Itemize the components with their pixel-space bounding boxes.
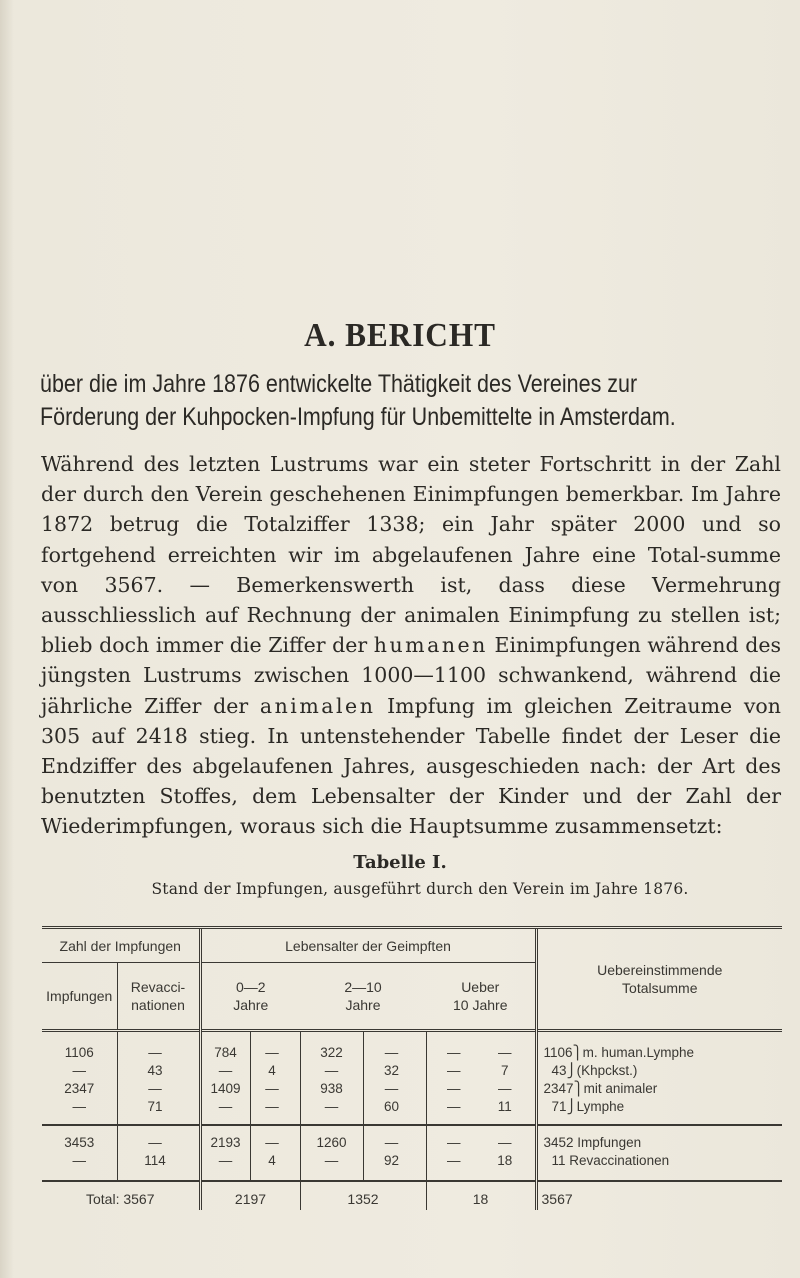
note-line: 1106⎫m. human.Lymphe — [543, 1045, 694, 1060]
subtitle-line-1: über die im Jahre 1876 entwickelte Thätigkeit des Vereines zur — [40, 370, 638, 398]
block2-age3-left — [426, 1125, 481, 1181]
vaccination-table — [42, 926, 782, 1210]
table-caption: Stand der Impfungen, ausgeführt durch den Verein im Jahre 1876. — [151, 880, 689, 898]
header-lebensalter: Lebensalter der Geimpften — [200, 928, 536, 963]
table-cell: — — [265, 1099, 279, 1114]
table-cell: — — [447, 1063, 461, 1078]
table-cell: 784 — [214, 1045, 237, 1060]
table-cell: — — [447, 1045, 461, 1060]
total-sum: 3567 — [536, 1181, 782, 1210]
header-zahl: Zahl der Impfungen — [42, 928, 200, 963]
table-cell: — — [265, 1045, 279, 1060]
note-line: 71⎭Lymphe — [551, 1099, 625, 1114]
table-cell: 32 — [383, 1063, 400, 1078]
block1-age1-right — [250, 1031, 300, 1126]
body-text-part-2: Einimpfungen während des jüngsten Lustrums zwischen 1000—1100 schwankend, während die jährliche Ziffer der — [41, 633, 781, 718]
table-cell: 92 — [383, 1153, 400, 1168]
block1-age3-left — [426, 1031, 481, 1126]
table-cell: — — [324, 1099, 339, 1114]
block1-revaccinationen — [117, 1031, 200, 1126]
page-subtitle — [40, 368, 780, 434]
table-cell: — — [498, 1135, 512, 1150]
table-cell: — — [218, 1099, 233, 1114]
table-cell: — — [265, 1135, 279, 1150]
block2-age1-left — [200, 1125, 250, 1181]
body-emphasis-animalen: animalen — [259, 693, 376, 718]
table-cell: — — [324, 1063, 339, 1078]
header-impfungen: Impfungen — [46, 988, 113, 1004]
header-totalsumme — [536, 928, 782, 1031]
total-age3: 18 — [426, 1181, 536, 1210]
table-cell: — — [324, 1153, 339, 1168]
table-cell: 938 — [320, 1081, 343, 1096]
table-title: Tabelle I. — [353, 852, 447, 873]
table-cell: — — [218, 1153, 233, 1168]
block1-impfungen — [42, 1031, 117, 1126]
header-revacci-line-1: Revacci- — [130, 979, 186, 995]
table-cell: 71 — [147, 1099, 163, 1114]
table-cell: — — [72, 1063, 86, 1078]
body-emphasis-humanen: humanen — [373, 633, 488, 658]
table-cell: — — [72, 1099, 86, 1114]
table-cell: 4 — [268, 1063, 276, 1078]
table-cell: — — [498, 1081, 512, 1096]
body-text-part-1: Während des letzten Lustrums war ein steter Fortschritt in der Zahl der durch den Verein geschehenen Einimpfungen bemerkbar. Im Jahre 1872 betrug die Totalziffer 1338; ein Jahr später 2000 und so fortgehend erreichten wir im abgelaufenen Jahre eine Total-summe von 3567. — Bemerkenswerth ist, dass diese Vermehrung ausschliesslich auf Rechnung der animalen Einimpfung zu stellen ist; blieb doch immer die Ziffer der — [41, 452, 781, 658]
table-cell: — — [384, 1081, 399, 1096]
table-cell: 322 — [320, 1045, 343, 1060]
table-cell: 1409 — [210, 1081, 241, 1096]
header-age-2-10 — [300, 963, 426, 1031]
header-age-over-10-line-1: Ueber — [461, 979, 500, 995]
table-cell: — — [148, 1135, 162, 1150]
note-line: 3452 Impfungen — [543, 1135, 642, 1150]
table-cell: — — [218, 1063, 233, 1078]
block2-age2-right — [363, 1125, 426, 1181]
header-totalsumme-line-2: Totalsumme — [622, 980, 698, 996]
table-cell: — — [265, 1081, 279, 1096]
block2-age3-right — [481, 1125, 536, 1181]
header-totalsumme-line-1: Uebereinstimmende — [597, 962, 723, 978]
table-cell: 43 — [147, 1063, 163, 1078]
table-cell: 114 — [144, 1153, 166, 1168]
table-cell: 1106 — [64, 1045, 94, 1060]
header-revaccinationen — [117, 963, 200, 1031]
table-cell: — — [447, 1153, 461, 1168]
table-cell: 2193 — [210, 1135, 241, 1150]
block2-impfungen — [42, 1125, 117, 1181]
total-label: Total: 3567 — [42, 1181, 200, 1210]
subtitle-line-2: Förderung der Kuhpocken-Impfung für Unbemittelte in Amsterdam. — [40, 403, 676, 431]
header-age-0-2-line-1: 0—2 — [235, 979, 266, 995]
table-cell: — — [384, 1135, 399, 1150]
table-cell: — — [148, 1081, 162, 1096]
header-age-2-10-line-1: 2—10 — [344, 979, 382, 995]
table-cell: 11 — [497, 1099, 512, 1114]
block1-notes — [536, 1031, 782, 1126]
body-text-part-3: Impfung im gleichen Zeitraume von 305 auf 2418 stieg. In untenstehender Tabelle findet der Leser die Endziffer des abgelaufenen Jahres, ausgeschieden nach: der Art des benutzten Stoffes, dem Lebensalter der Kinder und der Zahl der Wiederimpfungen, woraus sich die Hauptsumme zusammensetzt: — [41, 693, 781, 839]
table-cell: — — [72, 1153, 86, 1168]
block1-age2-left — [300, 1031, 363, 1126]
note-line: 43⎭(Khpckst.) — [551, 1063, 638, 1078]
total-age1: 2197 — [200, 1181, 300, 1210]
table-cell: 18 — [497, 1153, 513, 1168]
block2-revaccinationen — [117, 1125, 200, 1181]
note-line: 11 Revaccinationen — [551, 1153, 670, 1168]
table-cell: — — [148, 1045, 162, 1060]
table-cell: — — [447, 1135, 461, 1150]
header-age-over-10 — [426, 963, 536, 1031]
page-title: A. BERICHT — [304, 317, 496, 354]
header-age-2-10-line-2: Jahre — [345, 997, 381, 1013]
block1-age1-left — [200, 1031, 250, 1126]
table-cell: 2347 — [64, 1081, 95, 1096]
block1-age3-right — [481, 1031, 536, 1126]
table-cell: 1260 — [316, 1135, 347, 1150]
table-cell: 7 — [501, 1063, 509, 1078]
block2-notes — [536, 1125, 782, 1181]
table-cell: — — [447, 1081, 461, 1096]
block2-age1-right — [250, 1125, 300, 1181]
table-cell: 4 — [268, 1153, 276, 1168]
total-age2: 1352 — [300, 1181, 426, 1210]
block2-age2-left — [300, 1125, 363, 1181]
header-age-0-2-line-2: Jahre — [233, 997, 269, 1013]
header-revacci-line-2: nationen — [131, 997, 185, 1013]
table-cell: — — [384, 1045, 399, 1060]
table-cell: — — [498, 1045, 512, 1060]
header-age-over-10-line-2: 10 Jahre — [453, 997, 508, 1013]
header-age-0-2 — [200, 963, 300, 1031]
block1-age2-right — [363, 1031, 426, 1126]
body-paragraph — [41, 449, 781, 842]
table-cell: 3453 — [64, 1135, 95, 1150]
table-cell: — — [447, 1099, 461, 1114]
note-line: 2347⎫mit animaler — [543, 1081, 658, 1096]
table-cell: 60 — [383, 1099, 400, 1114]
